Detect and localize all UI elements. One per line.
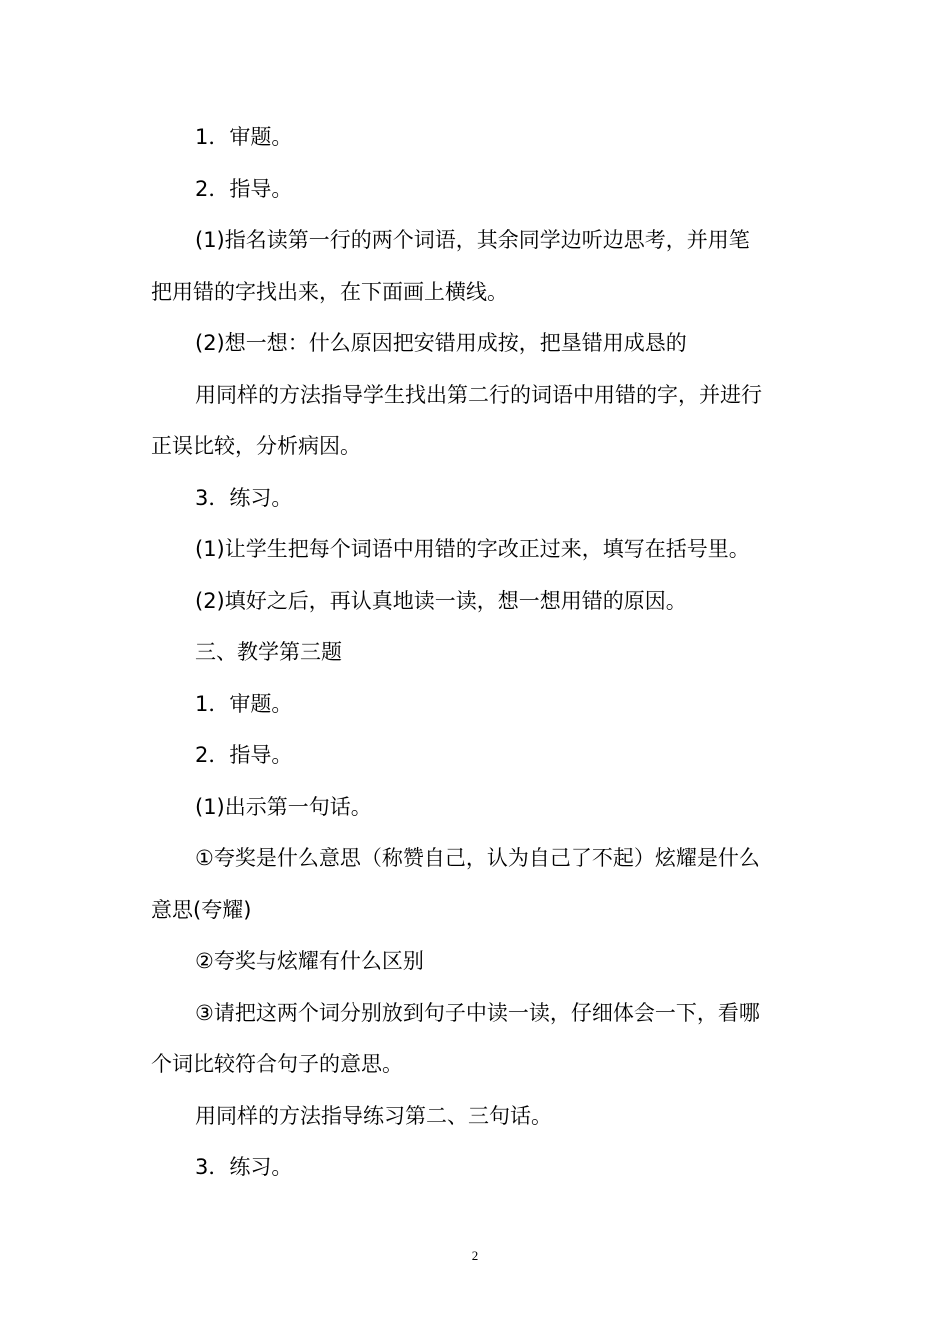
paragraph-line: (2)填好之后，再认真地读一读，想一想用错的原因。: [195, 588, 687, 613]
paragraph-line: 个词比较符合句子的意思。: [151, 1052, 403, 1076]
paragraph-line: 3．练习。: [195, 1155, 293, 1179]
paragraph-line: 意思(夸耀): [151, 897, 252, 922]
paragraph-line: 3．练习。: [195, 485, 293, 510]
paragraph-line: 正误比较，分析病因。: [151, 434, 361, 458]
paragraph-line: (1)出示第一句话。: [195, 794, 372, 819]
paragraph-line: 2．指导。: [195, 743, 293, 767]
paragraph-line: 用同样的方法指导练习第二、三句话。: [195, 1103, 552, 1128]
document-body: [151, 112, 801, 1194]
page-number: 2: [471, 1248, 479, 1263]
paragraph-line: 1．审题。: [195, 125, 293, 149]
paragraph-line: ③请把这两个词分别放到句子中读一读，仔细体会一下，看哪: [195, 1000, 760, 1025]
paragraph-line: 用同样的方法指导学生找出第二行的词语中用错的字，并进行: [195, 382, 762, 407]
paragraph-line: (1)指名读第一行的两个词语，其余同学边听边思考，并用笔: [195, 228, 750, 252]
paragraph-line: (2)想一想：什么原因把安错用成按，把垦错用成恳的: [195, 331, 687, 355]
section-heading: 三、教学第三题: [195, 640, 342, 664]
paragraph-line: 把用错的字找出来，在下面画上横线。: [151, 279, 508, 304]
paragraph-line: ②夸奖与炫耀有什么区别: [195, 949, 424, 973]
paragraph-line: (1)让学生把每个词语中用错的字改正过来，填写在括号里。: [195, 537, 750, 561]
paragraph-line: ①夸奖是什么意思（称赞自己，认为自己了不起）炫耀是什么: [195, 846, 760, 870]
paragraph-line: 2．指导。: [195, 176, 293, 201]
paragraph-line: 1．审题。: [195, 691, 293, 716]
